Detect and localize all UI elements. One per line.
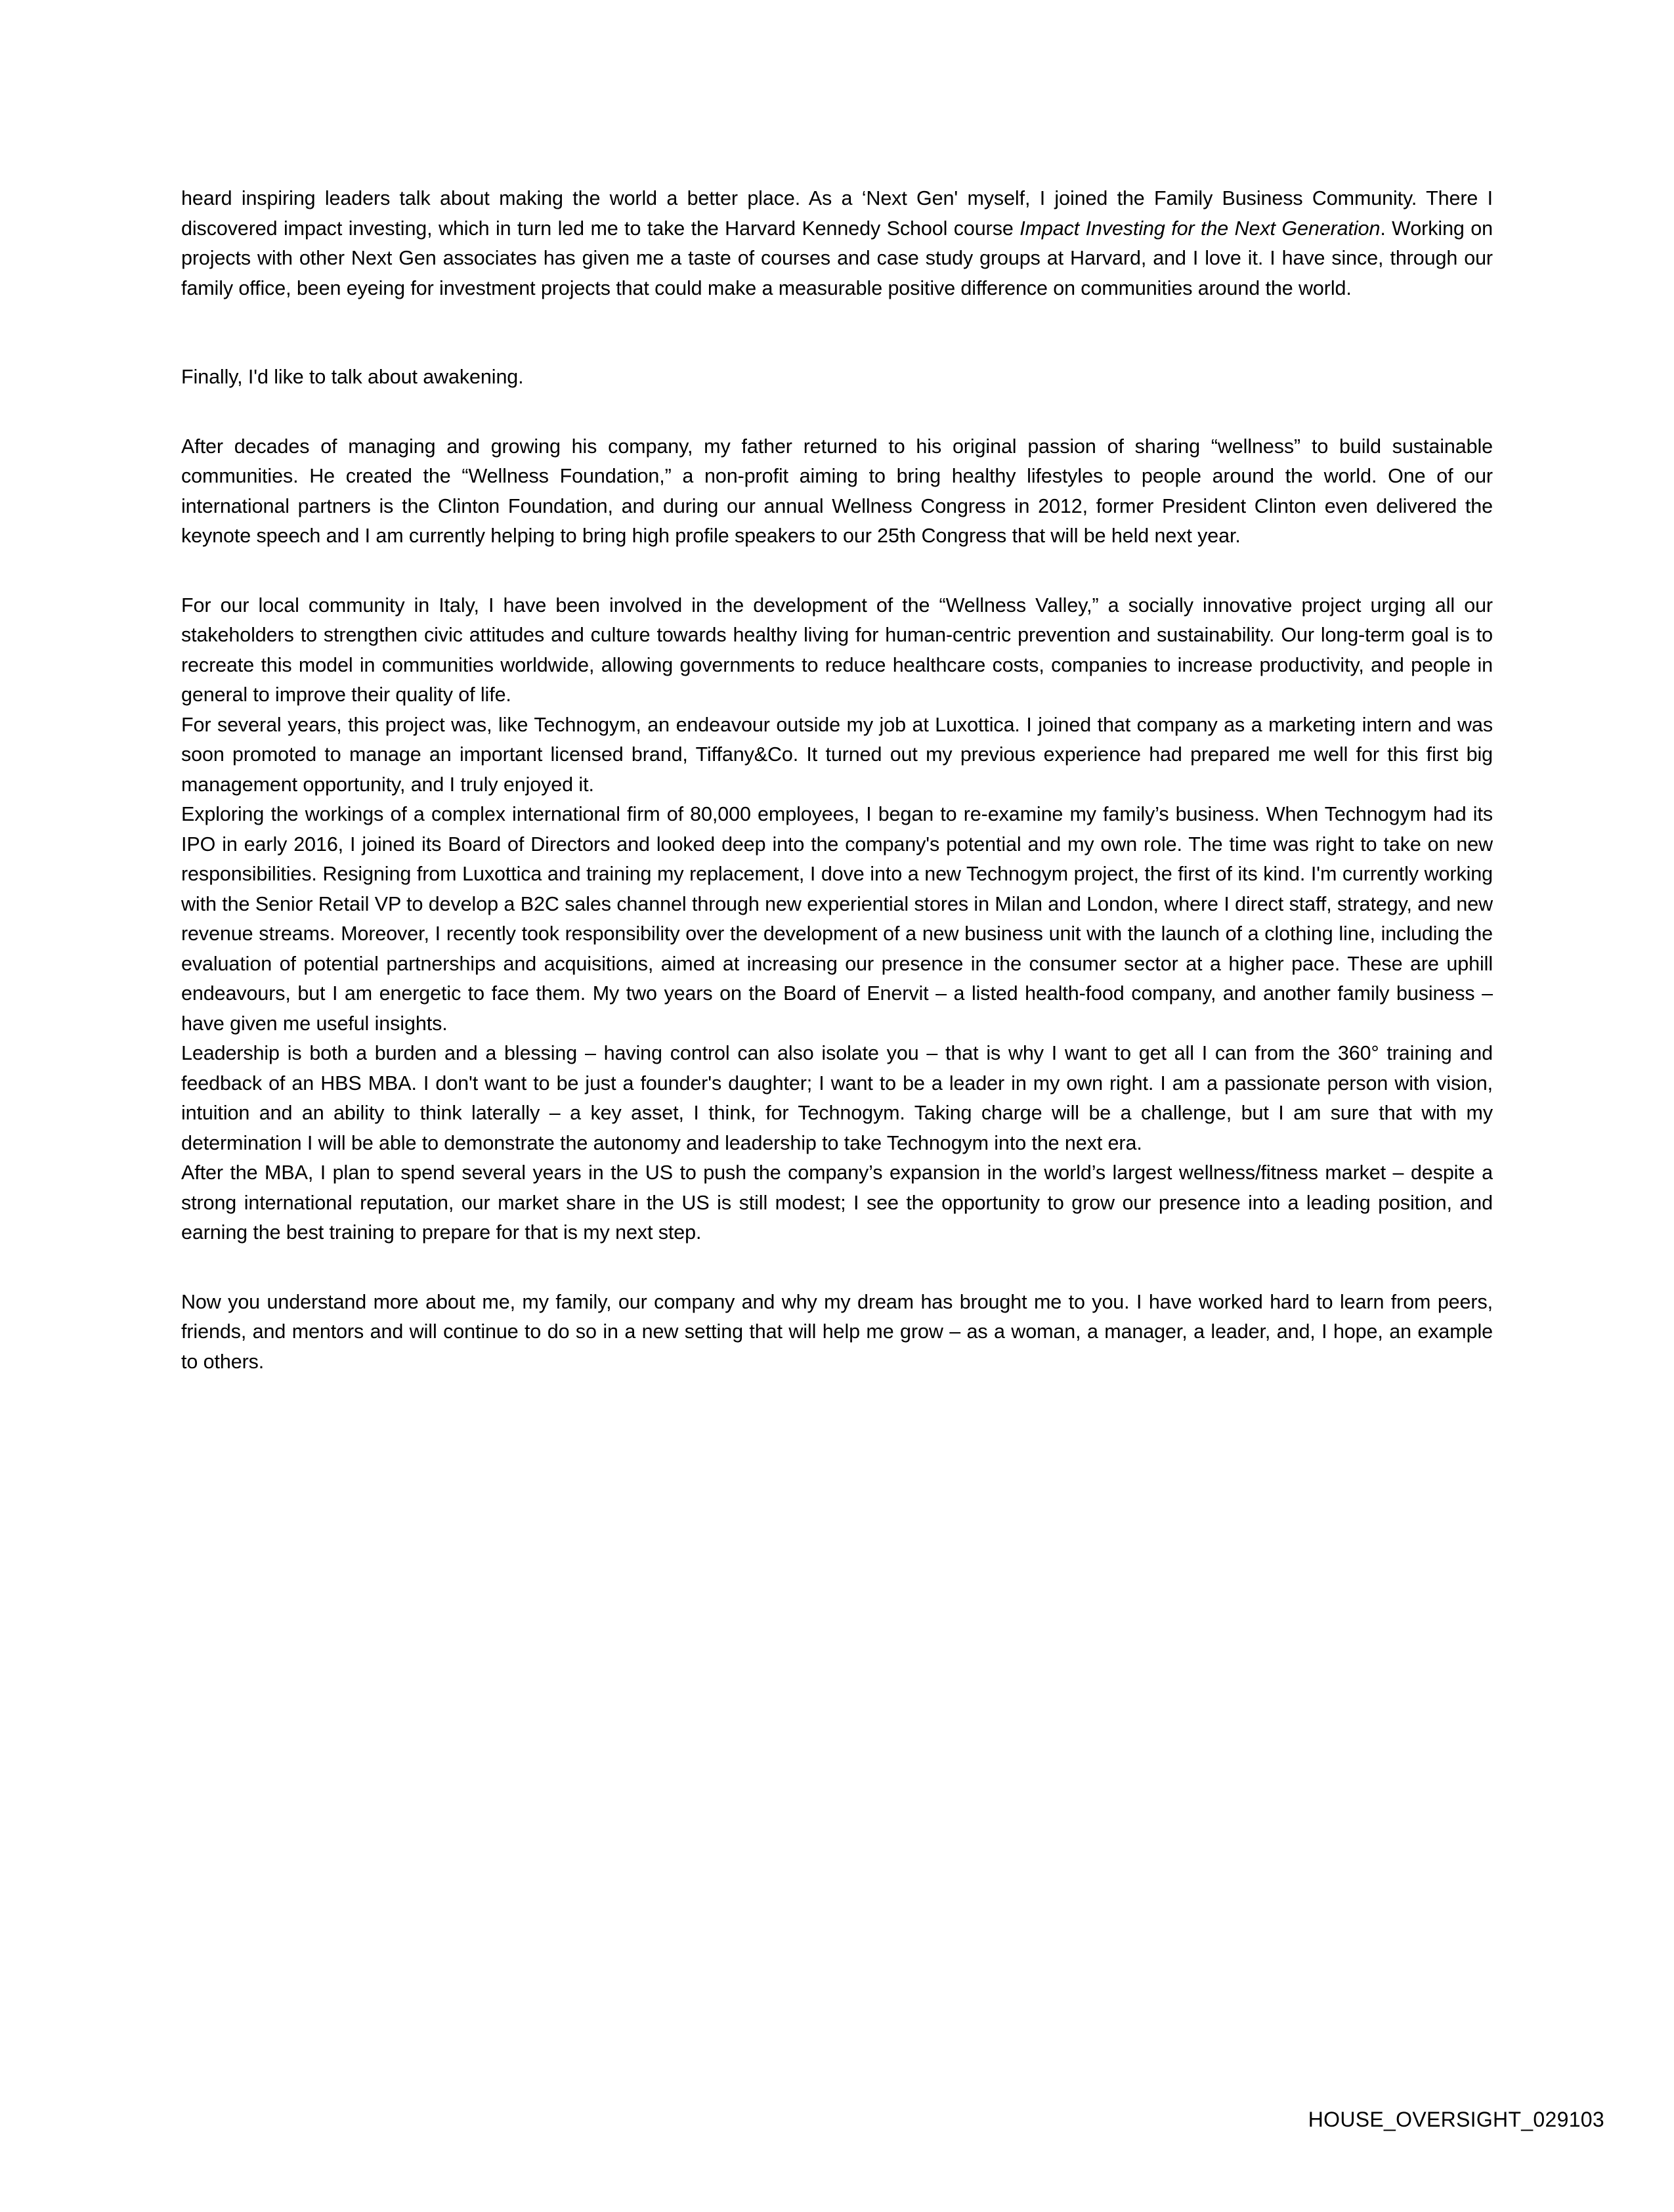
paragraph-technogym-ipo: Exploring the workings of a complex international firm of 80,000 employees, I began to re-examine my family’s business. When Technogym had its IPO in early 2016, I joined its Board of Directors and looked deep into the company's potential and my own role. The time was right to take on new responsibilities. Resigning from Luxottica and training my replacement, I dove into a new Technogym project, the first of its kind. I'm currently working with the Senior Retail VP to develop a B2C sales channel through new experiential stores in Milan and London, where I direct staff, strategy, and new revenue streams. Moreover, I recently took responsibility over the development of a new business unit with the launch of a clothing line, including the evaluation of potential partnerships and acquisitions, aimed at increasing our presence in the consumer sector at a higher pace. These are uphill endeavours, but I am energetic to face them. My two years on the Board of Enervit – a listed health-food company, and another family business – have given me useful insights. <box>181 803 1493 1035</box>
paragraph-spacer <box>181 552 1493 591</box>
paragraph-text-part: . Working on projects with other Next Gen associates has given me a taste of courses and case study groups at Harvard, and I love it. I have since, through our family office, been eyeing for investment projects that could make a measurable positive difference on communities around the world. <box>181 217 1493 299</box>
paragraph-continued-opening <box>181 184 1493 303</box>
paragraph-spacer <box>181 303 1493 362</box>
document-body <box>181 184 1493 1377</box>
paragraph-luxottica: For several years, this project was, like Technogym, an endeavour outside my job at Luxottica. I joined that company as a marketing intern and was soon promoted to manage an important licensed brand, Tiffany&Co. It turned out my previous experience had prepared me well for this first big management opportunity, and I truly enjoyed it. <box>181 713 1493 796</box>
document-footer <box>0 2108 1674 2132</box>
paragraph-awakening: Finally, I'd like to talk about awakening. <box>181 366 524 388</box>
paragraph-leadership: Leadership is both a burden and a blessing – having control can also isolate you – that is why I want to get all I can from the 360° training and feedback of an HBS MBA. I don't want to be just a founder's daughter; I want to be a leader in my own right. I am a passionate person with vision, intuition and an ability to think laterally – a key asset, I think, for Technogym. Taking charge will be a challenge, but I am sure that with my determination I will be able to demonstrate the autonomy and leadership to take Technogym into the next era. <box>181 1042 1493 1154</box>
paragraph-spacer <box>181 393 1493 432</box>
paragraph-text-part: heard inspiring leaders talk about making the world a better place. As a ‘Next Gen' myself, I joined the Family Business Community. There I discovered impact investing, which in turn led me to take the Harvard Kennedy School course <box>181 187 1493 240</box>
italic-course-title: Impact Investing for the Next Generation <box>1019 217 1381 240</box>
paragraph-wellness-valley: For our local community in Italy, I have been involved in the development of the “Wellness Valley,” a socially innovative project urging all our stakeholders to strengthen civic attitudes and culture towards healthy living for human-centric prevention and sustainability. Our long-term goal is to recreate this model in communities worldwide, allowing governments to reduce healthcare costs, companies to increase productivity, and people in general to improve their quality of life. <box>181 594 1493 706</box>
paragraph-after-mba: After the MBA, I plan to spend several years in the US to push the company’s expansion in the world’s largest wellness/fitness market – despite a strong international reputation, our market share in the US is still modest; I see the opportunity to grow our presence into a leading position, and earning the best training to prepare for that is my next step. <box>181 1161 1493 1244</box>
paragraph-spacer <box>181 1248 1493 1288</box>
paragraph-closing: Now you understand more about me, my family, our company and why my dream has brought me to you. I have worked hard to learn from peers, friends, and mentors and will continue to do so in a new setting that will help me grow – as a woman, a manager, a leader, and, I hope, an example to others. <box>181 1290 1493 1373</box>
bates-stamp: HOUSE_OVERSIGHT_029103 <box>1308 2108 1604 2131</box>
paragraph-wellness-foundation: After decades of managing and growing his company, my father returned to his original passion of sharing “wellness” to build sustainable communities. He created the “Wellness Foundation,” a non-profit aiming to bring healthy lifestyles to people around the world. One of our international partners is the Clinton Foundation, and during our annual Wellness Congress in 2012, former President Clinton even delivered the keynote speech and I am currently helping to bring high profile speakers to our 25th Congress that will be held next year. <box>181 435 1493 547</box>
